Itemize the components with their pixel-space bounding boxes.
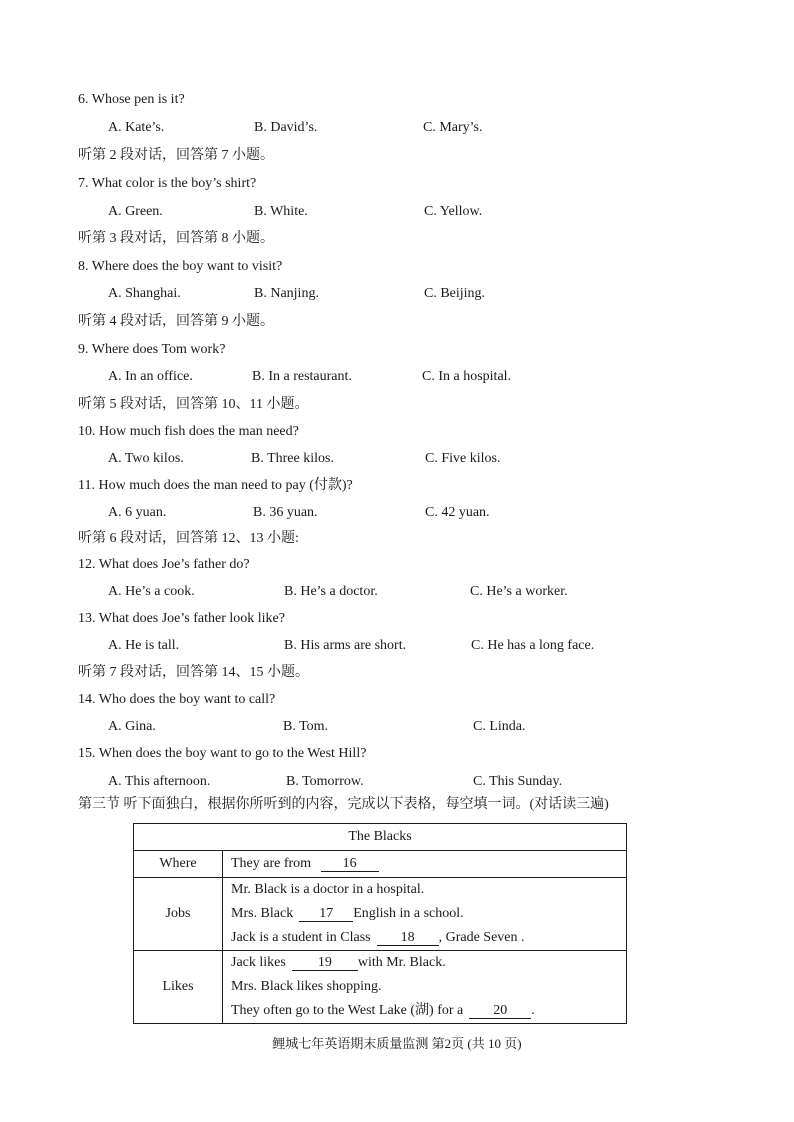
blank-18: 18 — [377, 930, 439, 946]
option-15c: C. This Sunday. — [473, 774, 563, 789]
option-14a: A. Gina. — [108, 719, 156, 734]
instruction-dialogue-5: 听第 5 段对话，回答第 10、11 小题。 — [78, 397, 309, 412]
question-11: 11. How much does the man need to pay (付款)? — [78, 478, 353, 493]
option-8a: A. Shanghai. — [108, 286, 181, 301]
option-11b: B. 36 yuan. — [253, 505, 318, 520]
page-footer: 鲤城七年英语期末质量监测 第2页 (共 10 页) — [272, 1036, 522, 1051]
option-13b: B. His arms are short. — [284, 638, 407, 653]
option-9c: C. In a hospital. — [422, 369, 512, 384]
option-7c: C. Yellow. — [424, 204, 483, 219]
option-9b: B. In a restaurant. — [252, 369, 352, 384]
blank-19: 19 — [292, 955, 358, 971]
jobs-cell — [223, 878, 627, 951]
instruction-dialogue-2: 听第 2 段对话，回答第 7 小题。 — [78, 148, 274, 163]
question-6: 6. Whose pen is it? — [78, 92, 185, 107]
option-7a: A. Green. — [108, 204, 163, 219]
option-11c: C. 42 yuan. — [425, 505, 490, 520]
question-15: 15. When does the boy want to go to the West Hill? — [78, 746, 367, 761]
blank-16: 16 — [321, 856, 379, 872]
jobs-line-3-post: , Grade Seven . — [438, 930, 525, 945]
option-6b: B. David’s. — [254, 120, 318, 135]
option-14c: C. Linda. — [473, 719, 526, 734]
option-15b: B. Tomorrow. — [286, 774, 364, 789]
likes-label: Likes — [134, 951, 223, 1024]
option-6c: C. Mary’s. — [423, 120, 483, 135]
instruction-dialogue-7: 听第 7 段对话，回答第 14、15 小题。 — [78, 665, 309, 680]
option-13c: C. He has a long face. — [471, 638, 595, 653]
option-8b: B. Nanjing. — [254, 286, 319, 301]
likes-line-3-post: . — [531, 1003, 535, 1018]
question-10: 10. How much fish does the man need? — [78, 424, 299, 439]
option-14b: B. Tom. — [283, 719, 329, 734]
option-12a: A. He’s a cook. — [108, 584, 195, 599]
option-10b: B. Three kilos. — [251, 451, 334, 466]
option-12c: C. He’s a worker. — [470, 584, 568, 599]
blank-17: 17 — [299, 906, 353, 922]
option-11a: A. 6 yuan. — [108, 505, 167, 520]
question-7: 7. What color is the boy’s shirt? — [78, 176, 257, 191]
jobs-line-1: Mr. Black is a doctor in a hospital. — [231, 882, 425, 897]
jobs-line-2-post: English in a school. — [353, 906, 464, 921]
likes-cell — [223, 951, 627, 1024]
blank-20: 20 — [469, 1003, 531, 1019]
instruction-dialogue-6: 听第 6 段对话，回答第 12、13 小题: — [78, 531, 299, 546]
instruction-dialogue-3: 听第 3 段对话，回答第 8 小题。 — [78, 231, 274, 246]
option-13a: A. He is tall. — [108, 638, 180, 653]
likes-line-3-pre: They often go to the West Lake (湖) for a — [231, 1003, 464, 1018]
section-3-heading: 第三节 听下面独白，根据你所听到的内容，完成以下表格，每空填一词。(对话读三遍) — [78, 797, 609, 812]
option-7b: B. White. — [254, 204, 308, 219]
the-blacks-table — [133, 823, 627, 1024]
where-text: They are from — [231, 856, 312, 871]
jobs-label: Jobs — [134, 878, 223, 951]
question-8: 8. Where does the boy want to visit? — [78, 259, 283, 274]
table-title: The Blacks — [134, 824, 627, 851]
jobs-line-3-pre: Jack is a student in Class — [231, 930, 371, 945]
option-12b: B. He’s a doctor. — [284, 584, 378, 599]
instruction-dialogue-4: 听第 4 段对话，回答第 9 小题。 — [78, 314, 274, 329]
question-13: 13. What does Joe’s father look like? — [78, 611, 285, 626]
question-12: 12. What does Joe’s father do? — [78, 557, 250, 572]
jobs-line-2-pre: Mrs. Black — [231, 906, 294, 921]
where-label: Where — [134, 851, 223, 878]
question-14: 14. Who does the boy want to call? — [78, 692, 276, 707]
option-8c: C. Beijing. — [424, 286, 486, 301]
option-15a: A. This afternoon. — [108, 774, 211, 789]
likes-line-1-pre: Jack likes — [231, 955, 286, 970]
question-9: 9. Where does Tom work? — [78, 342, 226, 357]
likes-line-2: Mrs. Black likes shopping. — [231, 979, 382, 994]
option-10c: C. Five kilos. — [425, 451, 501, 466]
option-9a: A. In an office. — [108, 369, 193, 384]
likes-line-1-post: with Mr. Black. — [357, 955, 446, 970]
where-cell — [223, 851, 627, 878]
option-10a: A. Two kilos. — [108, 451, 184, 466]
option-6a: A. Kate’s. — [108, 120, 165, 135]
